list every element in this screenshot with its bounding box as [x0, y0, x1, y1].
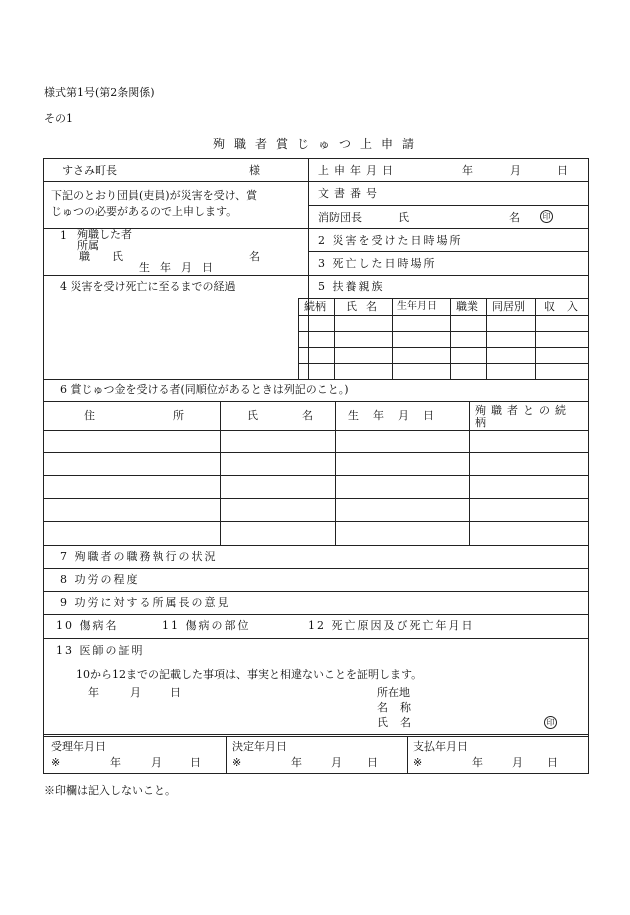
payment-date-label: 支払年月日	[413, 740, 468, 753]
section6-label: 6 賞じゅつ金を受ける者(同順位があるときは列記のこと。)	[60, 383, 349, 396]
doc-number-label: 文書番号	[318, 187, 382, 200]
section5-label: 5 扶養親族	[318, 280, 385, 293]
section11-label: 11 傷病の部位	[162, 619, 251, 632]
dependents-col-relation: 続柄	[304, 300, 326, 313]
doctor-location-label: 所在地	[377, 686, 410, 699]
honorific: 様	[249, 164, 260, 177]
doctor-org-label: 名称	[377, 701, 423, 714]
form-part: その1	[44, 112, 73, 125]
section12-label: 12 死亡原因及び死亡年月日	[308, 619, 475, 632]
doctor-seal: 印	[544, 716, 557, 729]
page-title: 殉職者賞じゅつ上申請	[213, 137, 424, 151]
submission-date-label: 上申年月日	[318, 164, 398, 177]
doctor-statement: 10から12までの記載した事項は、事実と相違ないことを証明します。	[76, 668, 423, 681]
dependents-col-name: 氏名	[346, 300, 386, 313]
dependents-col-birth: 生年月日	[397, 301, 437, 312]
dependents-col-income: 収入	[544, 300, 590, 313]
section7-label: 7 殉職者の職務執行の状況	[60, 550, 218, 563]
recipient-col-birth: 生年月日	[348, 409, 448, 422]
affiliation-label: 所属	[77, 239, 99, 252]
form-label: 様式第1号(第2条関係)	[44, 86, 155, 99]
chief-label: 消防団長	[318, 211, 362, 224]
addressee: すさみ町長	[62, 164, 117, 177]
section10-label: 10 傷病名	[56, 619, 119, 632]
dependents-col-job: 職業	[456, 300, 478, 313]
statement-line2: じゅつの必要があるので上申します。	[51, 205, 238, 218]
footnote: ※印欄は記入しないこと。	[44, 784, 176, 797]
section13-label: 13 医師の証明	[56, 644, 145, 657]
section3-label: 3 死亡した日時場所	[318, 257, 437, 270]
birthdate-label: 生年月日	[139, 261, 223, 274]
deceased-label: 殉職した者	[77, 228, 132, 241]
center-divider	[308, 158, 309, 379]
statement-line1: 下記のとおり団員(吏員)が災害を受け、賞	[51, 189, 258, 202]
chief-seal: 印	[540, 210, 553, 223]
dependents-col-cohabit: 同居別	[492, 300, 525, 313]
receipt-date-label: 受理年月日	[51, 740, 106, 753]
section8-label: 8 功労の程度	[60, 573, 140, 586]
recipient-col-relation: 殉職者との続	[475, 404, 571, 417]
section9-label: 9 功労に対する所属長の意見	[60, 596, 231, 609]
section2-label: 2 災害を受けた日時場所	[318, 234, 463, 247]
section4-label: 4 災害を受け死亡に至るまでの経過	[60, 280, 236, 293]
decision-date-label: 決定年月日	[232, 740, 287, 753]
doctor-name-label: 氏名	[377, 716, 423, 729]
